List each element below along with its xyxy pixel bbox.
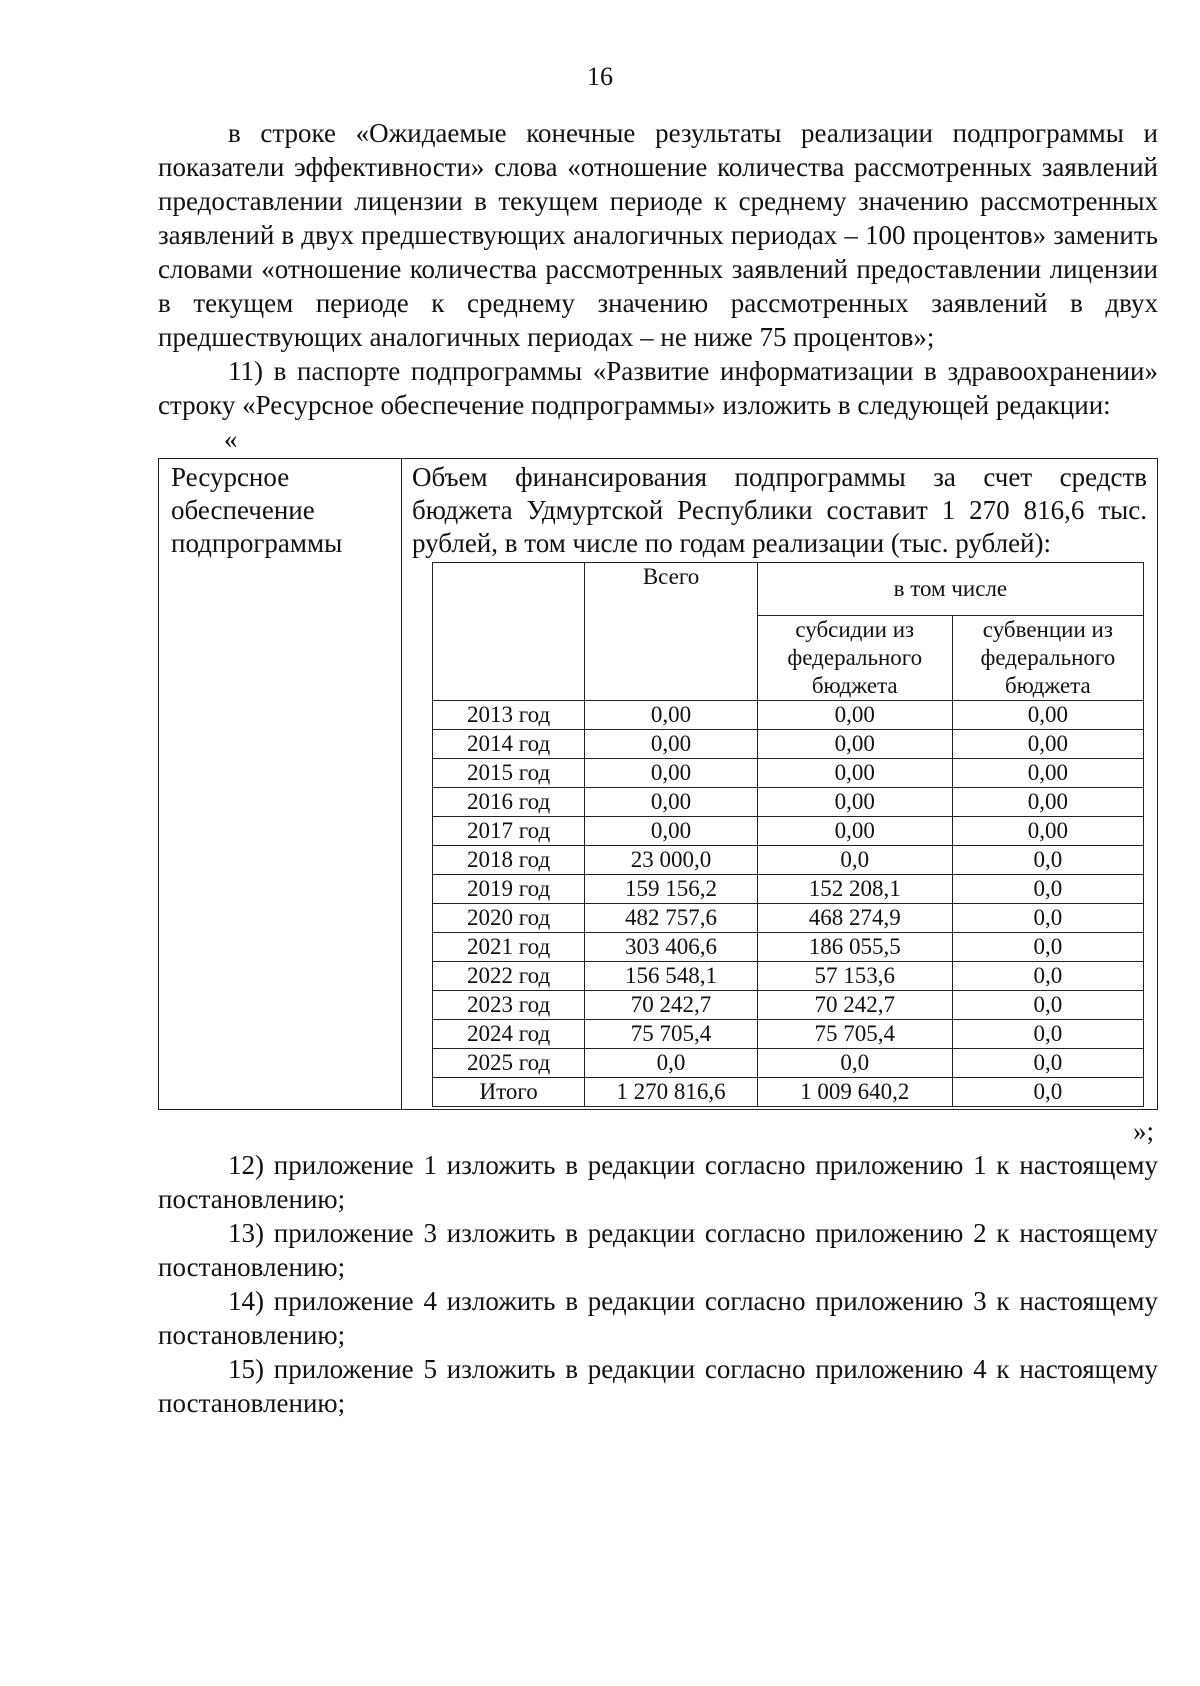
table-row — [433, 788, 1144, 817]
subsidies-cell: 0,00 — [757, 730, 952, 759]
subsidies-cell: 0,00 — [757, 788, 952, 817]
year-cell: 2018 год — [433, 846, 585, 875]
resource-description: Объем финансирования подпрограммы за счет средств бюджета Удмуртской Республики составит 1 270 816,6 тыс. рублей, в том числе по годам реализации (тыс. рублей): — [412, 462, 1147, 558]
document-body — [158, 116, 1158, 1420]
subsidies-cell: 186 055,5 — [757, 933, 952, 962]
total-cell: 0,0 — [585, 1049, 758, 1078]
table-row — [433, 730, 1144, 759]
total-cell: 0,00 — [585, 730, 758, 759]
subventions-header: субвенции из федерального бюджета — [952, 616, 1143, 701]
year-cell: 2020 год — [433, 904, 585, 933]
list-item: 15) приложение 5 изложить в редакции согласно приложению 4 к настоящему постановлению; — [158, 1354, 1158, 1418]
resource-description-cell — [402, 459, 1158, 1110]
subventions-cell: 0,0 — [952, 962, 1143, 991]
year-cell: 2017 год — [433, 817, 585, 846]
total-cell: 0,00 — [585, 701, 758, 730]
table-row — [433, 701, 1144, 730]
subventions-cell: 0,00 — [952, 788, 1143, 817]
subventions-cell: 0,0 — [952, 846, 1143, 875]
subsidies-cell: 70 242,7 — [757, 991, 952, 1020]
table-row — [433, 904, 1144, 933]
table-row — [433, 991, 1144, 1020]
subventions-cell: 0,0 — [952, 933, 1143, 962]
year-cell: Итого — [433, 1078, 585, 1107]
subventions-cell: 0,00 — [952, 701, 1143, 730]
funding-rows — [433, 701, 1144, 1107]
opening-quote: « — [224, 424, 238, 454]
year-cell: 2014 год — [433, 730, 585, 759]
table-row — [433, 759, 1144, 788]
page-number: 16 — [587, 62, 613, 91]
year-cell: 2015 год — [433, 759, 585, 788]
total-cell: 75 705,4 — [585, 1020, 758, 1049]
list-item: 12) приложение 1 изложить в редакции согласно приложению 1 к настоящему постановлению; — [158, 1150, 1158, 1214]
subventions-cell: 0,0 — [952, 1078, 1143, 1107]
resource-table — [158, 458, 1158, 1110]
subventions-cell: 0,0 — [952, 1020, 1143, 1049]
total-cell: 0,00 — [585, 759, 758, 788]
paragraph-item-11: 11) в паспорте подпрограммы «Развитие информатизации в здравоохранении» строку «Ресурсное обеспечение подпрограммы» изложить в следующей редакции: — [158, 356, 1158, 420]
year-cell: 2021 год — [433, 933, 585, 962]
subventions-cell: 0,00 — [952, 730, 1143, 759]
year-cell: 2025 год — [433, 1049, 585, 1078]
total-cell: 1 270 816,6 — [585, 1078, 758, 1107]
closing-quote: »; — [1132, 1116, 1154, 1146]
list-item: 14) приложение 4 изложить в редакции согласно приложению 3 к настоящему постановлению; — [158, 1286, 1158, 1350]
subsidies-cell: 57 153,6 — [757, 962, 952, 991]
items-list — [158, 1148, 1158, 1420]
year-cell: 2022 год — [433, 962, 585, 991]
subsidies-cell: 75 705,4 — [757, 1020, 952, 1049]
total-cell: 23 000,0 — [585, 846, 758, 875]
total-cell: 70 242,7 — [585, 991, 758, 1020]
table-row — [433, 875, 1144, 904]
table-row — [433, 817, 1144, 846]
subsidies-cell: 152 208,1 — [757, 875, 952, 904]
including-header: в том числе — [757, 563, 1143, 616]
subventions-cell: 0,0 — [952, 875, 1143, 904]
year-cell: 2023 год — [433, 991, 585, 1020]
year-cell: 2019 год — [433, 875, 585, 904]
funding-table — [432, 562, 1144, 1107]
table-row — [433, 962, 1144, 991]
subsidies-cell: 1 009 640,2 — [757, 1078, 952, 1107]
total-cell: 0,00 — [585, 817, 758, 846]
total-cell: 482 757,6 — [585, 904, 758, 933]
subsidies-cell: 0,00 — [757, 759, 952, 788]
total-header: Всего — [585, 563, 758, 701]
table-row — [433, 933, 1144, 962]
subsidies-cell: 0,0 — [757, 1049, 952, 1078]
subsidies-cell: 0,00 — [757, 817, 952, 846]
subventions-cell: 0,00 — [952, 759, 1143, 788]
year-cell: 2016 год — [433, 788, 585, 817]
list-item: 13) приложение 3 изложить в редакции согласно приложению 2 к настоящему постановлению; — [158, 1218, 1158, 1282]
resource-label: Ресурсное обеспечение подпрограммы — [159, 459, 402, 1110]
total-cell: 159 156,2 — [585, 875, 758, 904]
subventions-cell: 0,00 — [952, 817, 1143, 846]
paragraph-expected-results: в строке «Ожидаемые конечные результаты реализации подпрограммы и показатели эффективности» слова «отношение количества рассмотренных заявлений предоставлении лицензии в текущем периоде к среднему значению рассмотренных заявлений в двух предшествующих аналогичных периодах – 100 процентов» заменить словами «отношение количества рассмотренных заявлений предоставлении лицензии в текущем периоде к среднему значению рассмотренных заявлений в двух предшествующих аналогичных периодах – не ниже 75 процентов»; — [158, 118, 1158, 352]
subventions-cell: 0,0 — [952, 991, 1143, 1020]
subsidies-cell: 468 274,9 — [757, 904, 952, 933]
total-cell: 156 548,1 — [585, 962, 758, 991]
total-cell: 303 406,6 — [585, 933, 758, 962]
year-cell: 2013 год — [433, 701, 585, 730]
subsidies-cell: 0,00 — [757, 701, 952, 730]
year-cell: 2024 год — [433, 1020, 585, 1049]
total-cell: 0,00 — [585, 788, 758, 817]
subsidies-header: субсидии из федерального бюджета — [757, 616, 952, 701]
subventions-cell: 0,0 — [952, 904, 1143, 933]
table-row — [433, 846, 1144, 875]
table-row — [433, 1049, 1144, 1078]
table-row — [433, 1078, 1144, 1107]
subsidies-cell: 0,0 — [757, 846, 952, 875]
subventions-cell: 0,0 — [952, 1049, 1143, 1078]
table-row — [433, 1020, 1144, 1049]
year-header — [433, 563, 585, 701]
